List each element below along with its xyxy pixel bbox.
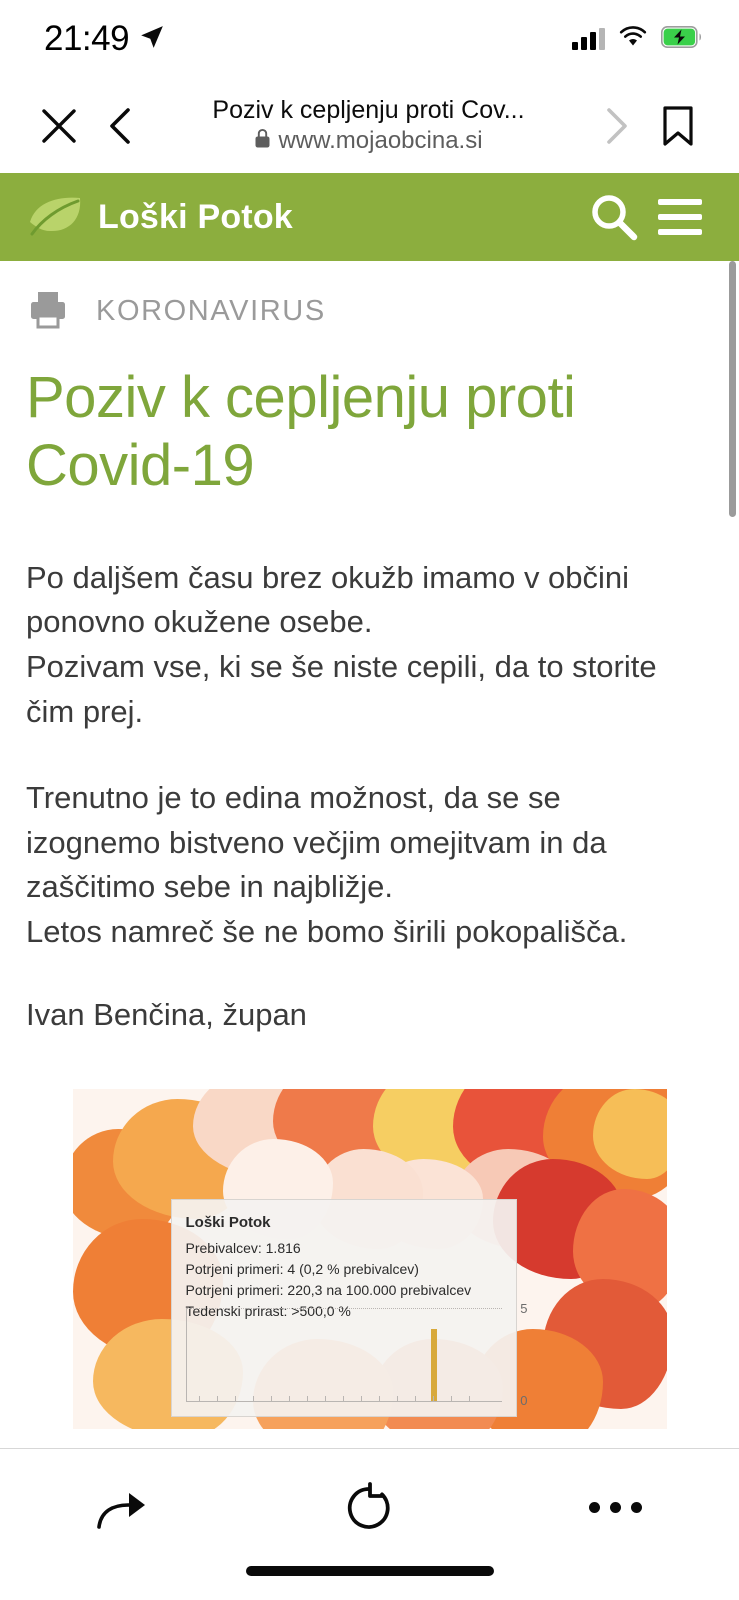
paragraph-2-line-1: Trenutno je to edina možnost, da se se bbox=[26, 780, 561, 816]
paragraph-1-line-4: čim prej. bbox=[26, 693, 144, 729]
sparkline-ticks bbox=[187, 1395, 502, 1402]
article-title: Poziv k cepljenju proti Covid-19 bbox=[26, 365, 576, 498]
status-bar-left bbox=[44, 19, 165, 59]
paragraph-2-line-2: izognemo bistveno večjim omejitvam in da bbox=[26, 824, 607, 860]
paragraph-2-line-3: zaščitimo sebe in najbližje. bbox=[26, 869, 394, 905]
leaf-logo-icon[interactable] bbox=[22, 190, 88, 244]
tooltip-population: Prebivalcev: 1.816 bbox=[185, 1239, 301, 1256]
tooltip-title: Loški Potok bbox=[185, 1214, 271, 1232]
tooltip-weekly-growth: Tedenski prirast: >500,0 % bbox=[185, 1302, 351, 1319]
address-display[interactable] bbox=[152, 96, 585, 155]
sparkline-min-label: 0 bbox=[520, 1392, 528, 1408]
tooltip-sparkline-chart bbox=[186, 1301, 528, 1408]
page-title: Poziv k cepljenju proti Cov... bbox=[212, 96, 525, 125]
paragraph-1-line-3: Pozivam vse, ki se še niste cepili, da to storite bbox=[26, 648, 657, 684]
paragraph-1-line-2: ponovno okužene osebe. bbox=[26, 604, 373, 640]
sparkline-top-gridline bbox=[187, 1308, 502, 1309]
share-icon[interactable] bbox=[75, 1468, 171, 1548]
covid-map-image bbox=[73, 1089, 667, 1429]
site-header bbox=[0, 173, 739, 261]
bottom-toolbar bbox=[0, 1448, 739, 1566]
article-body bbox=[26, 556, 713, 1038]
sparkline-bar bbox=[431, 1329, 437, 1401]
close-icon[interactable] bbox=[28, 95, 90, 157]
cellular-signal-icon bbox=[572, 28, 605, 50]
paragraph-2-line-4: Letos namreč še ne bomo širili pokopališča. bbox=[26, 914, 628, 950]
location-arrow-icon bbox=[139, 24, 165, 55]
article-content bbox=[0, 261, 739, 1448]
search-icon[interactable] bbox=[581, 184, 647, 250]
status-time: 21:49 bbox=[44, 19, 130, 58]
hamburger-menu-icon[interactable] bbox=[647, 184, 713, 250]
url-text: www.mojaobcina.si bbox=[278, 126, 483, 154]
more-options-icon[interactable] bbox=[568, 1468, 664, 1548]
browser-top-bar bbox=[0, 78, 739, 173]
paragraph-1-line-1: Po daljšem času brez okužb imamo v občini bbox=[26, 559, 630, 595]
paragraph-spacer bbox=[26, 734, 713, 776]
article-signature: Ivan Benčina, župan bbox=[26, 996, 307, 1032]
sparkline-max-label: 5 bbox=[520, 1301, 528, 1317]
url-row bbox=[254, 127, 482, 155]
forward-chevron-icon[interactable] bbox=[585, 95, 647, 157]
reload-icon[interactable] bbox=[321, 1468, 417, 1548]
battery-charging-icon bbox=[661, 26, 703, 53]
home-indicator bbox=[0, 1566, 739, 1600]
tooltip-cases-per-100k: Potrjeni primeri: 220,3 na 100.000 prebivalcev bbox=[185, 1281, 472, 1298]
back-chevron-icon[interactable] bbox=[90, 95, 152, 157]
map-tooltip bbox=[171, 1199, 528, 1417]
site-title: Loški Potok bbox=[98, 197, 293, 236]
article-category: KORONAVIRUS bbox=[96, 295, 326, 327]
scrollbar[interactable] bbox=[729, 261, 736, 517]
bookmark-icon[interactable] bbox=[647, 95, 709, 157]
article-meta-row bbox=[26, 287, 713, 336]
lock-icon bbox=[254, 128, 271, 154]
tooltip-cases: Potrjeni primeri: 4 (0,2 % prebivalcev) bbox=[185, 1260, 419, 1277]
printer-icon[interactable] bbox=[26, 287, 70, 336]
status-bar-right bbox=[572, 25, 703, 53]
wifi-icon bbox=[618, 25, 648, 53]
status-bar bbox=[0, 0, 739, 78]
